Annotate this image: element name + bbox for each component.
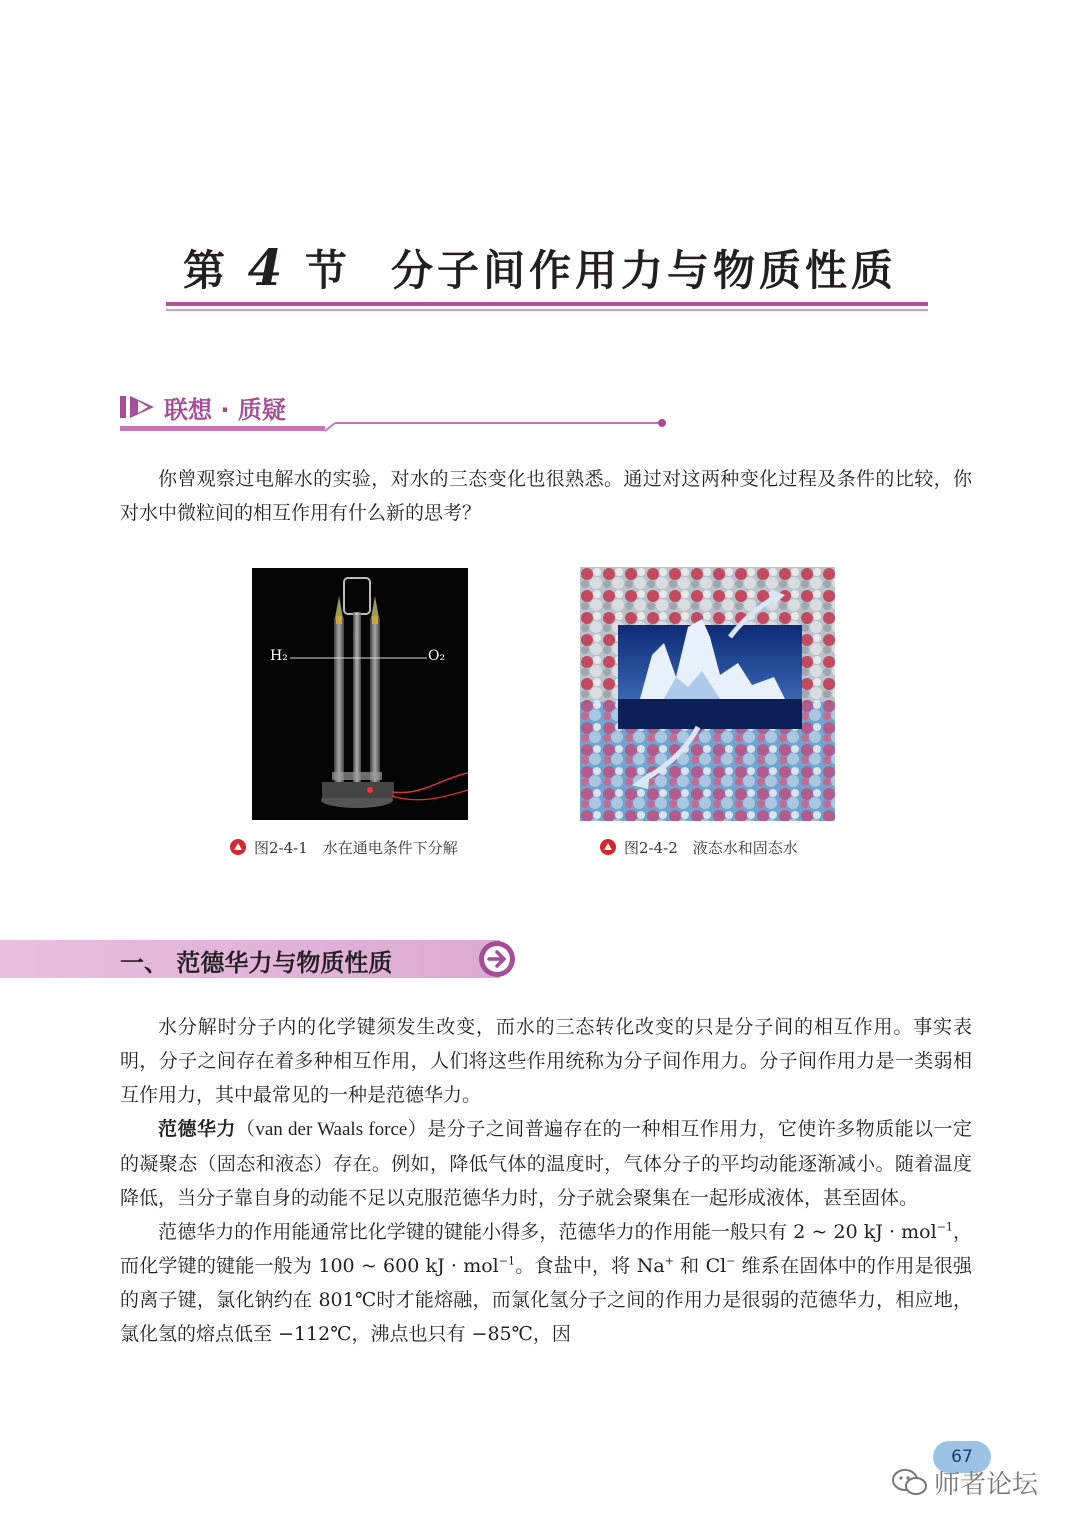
caption-triangle-icon xyxy=(600,839,616,855)
title-text: 分子间作用力与物质性质 xyxy=(391,246,898,295)
title-number: 4 xyxy=(247,238,287,297)
section1-label: 联想 · 质疑 xyxy=(164,396,286,424)
figure2-caption: 图2-4-2 液态水和固态水 xyxy=(600,837,798,858)
page-number: 67 xyxy=(933,1441,991,1473)
body-text xyxy=(120,1010,972,1351)
section2-label: 一、 范德华力与物质性质 xyxy=(120,949,393,977)
paragraph-1: 水分解时分子内的化学键须发生改变，而水的三态转化改变的只是分子间的相互作用。事实表明，分子之间存在着多种相互作用，人们将这些作用统称为分子间作用力。分子间作用力是一类弱相互作用力，其中最常见的一种是范德华力。 xyxy=(120,1016,972,1106)
page-title xyxy=(0,238,1080,298)
label-h2: H₂ xyxy=(270,648,288,664)
electrolysis-apparatus-image xyxy=(252,568,468,820)
paragraph-3: 范德华力的作用能通常比化学键的键能小得多，范德华力的作用能一般只有 2 ~ 20 kJ · mol$^{-1}$，而化学键的键能一般为 100 ~ 600 kJ · mol$^{-1}$。食盐中，将 Na+ 和 Cl− 维系在固体中的作用是很强的离子键，氯化钠约在 801℃时才能熔融，而氯化氢分子之间的作用力是很弱的范德华力，相应地，氯化氢的熔点低至 −112℃，沸点也只有 −85℃，因 xyxy=(120,1220,973,1345)
arrow-right-icon xyxy=(478,940,516,978)
figure1-caption: 图2-4-1 水在通电条件下分解 xyxy=(230,837,458,858)
title-rule xyxy=(166,302,928,306)
caption-triangle-icon xyxy=(230,839,246,855)
paragraph-2: 范德华力（van der Waals force）是分子之间普遍存在的一种相互作用力，它使许多物质能以一定的凝聚态（固态和液态）存在。例如，降低气体的温度时，气体分子的平均动能逐渐减小。随着温度降低，当分子靠自身的动能不足以克服范德华力时，分子就会聚集在一起形成液体，甚至固体。 xyxy=(120,1118,972,1209)
watermark: 师者论坛 xyxy=(890,1464,1038,1501)
figure-electrolysis xyxy=(252,568,468,820)
intro-paragraph xyxy=(120,462,972,530)
title-suffix: 节 xyxy=(305,246,352,295)
label-o2: O₂ xyxy=(428,648,446,664)
water-molecules-image xyxy=(580,567,835,821)
term-van-der-waals: 范德华力 xyxy=(158,1118,236,1140)
title-rule-thin xyxy=(166,309,928,311)
figure-water-states xyxy=(580,567,835,821)
intro-text: 你曾观察过电解水的实验，对水的三态变化也很熟悉。通过对这两种变化过程及条件的比较，你对水中微粒间的相互作用有什么新的思考？ xyxy=(120,468,972,524)
title-prefix: 第 xyxy=(182,246,229,295)
wechat-icon xyxy=(890,1467,930,1497)
